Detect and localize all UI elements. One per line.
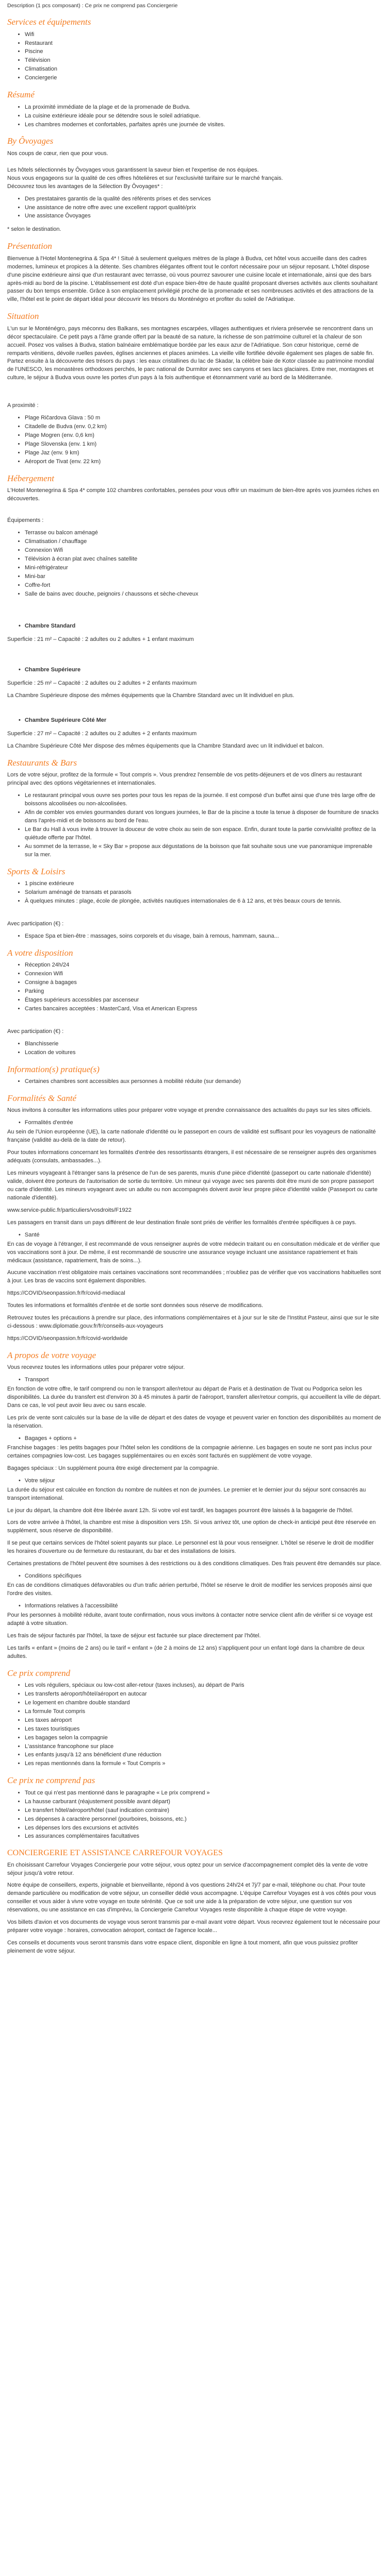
conciergerie-text: Ces conseils et documents vous seront transmis dans votre espace client, disponible en ligne à tout moment, afin que vous puissiez profiter pleinement de votre séjour.	[7, 1940, 358, 1954]
room-specs: Superficie : 21 m² – Capacité : 2 adultes ou 2 adultes + 1 enfant maximum	[7, 636, 194, 642]
list-item: • Plage Ričardova Glava : 50 m	[25, 414, 382, 422]
conciergerie-text: Notre équipe de conseillers, experts, joignable et bienveillante, répond à vos questions 24h/24 et 7j/7 par e-mail, téléphone ou chat. Pour toute demande particulière ou modification de votre séjour, un conseiller dédié vous accompagne. L'équipe Carrefour Voyages est à vos côtés pour vous conseiller et vous aider à vivre votre voyage en toute sérénité. Que ce soit une aide à la préparation de votre séjour, une question sur vos réservations, ou une assistance en cas d'imprévu, la Conciergerie Carrefour Voyages reste disponible à chaque étape de votre voyage.	[7, 1882, 377, 1913]
list-item: • Les transferts aéroport/hôtel/aéroport en autocar	[25, 1690, 382, 1699]
ovoyages-paragraph: Nous vous engageons sur la qualité de ces offres hôtelières et sur l'exclusivité tarifaire sur le marché français.	[7, 175, 283, 181]
list-item: • Réception 24h/24	[25, 961, 382, 970]
ovoyages-paragraph: Découvrez tous les avantages de la Sélection By Ôvoyages* :	[7, 183, 163, 190]
list-item: • Cartes bancaires acceptées : MasterCard, Visa et American Express	[25, 1005, 382, 1013]
sports-subtitle: Avec participation (€) :	[7, 921, 64, 927]
formalites-text: Pour toutes informations concernant les formalités d'entrée des ressortissants étrangers, il est nécessaire de se renseigner auprès des organismes adéquats (consulats, ambassades...).	[7, 1149, 377, 1164]
list-item: • Les taxes touristiques	[25, 1725, 382, 1734]
restaurants-title: Restaurants & Bars	[7, 758, 77, 768]
formalites-text: Aucune vaccination n'est obligatoire mais certaines vaccinations sont recommandées ; n'oubliez pas de vérifier que vos vaccinations habituelles sont à jour. Les bras de vaccins sont également disponibles.	[7, 1269, 381, 1284]
services-title: Services et équipements	[7, 17, 91, 27]
formalites-text: Retrouvez toutes les précautions à prendre sur place, des informations complémentaires et à jour sur le site de l'Institut Pasteur, ainsi que sur le site ci-dessous : www.diplomatie.gouv.fr/fr/conseils-aux-voyageurs	[7, 1315, 379, 1330]
list-item: • Plage Slovenska (env. 1 km)	[25, 440, 382, 449]
propos-text: Le jour du départ, la chambre doit être libérée avant 12h. Si votre vol est tardif, les bagages pourront être laissés à la bagagerie de l'hôtel.	[7, 1507, 353, 1514]
comprend-list	[7, 1682, 382, 1768]
room-specs: Superficie : 25 m² – Capacité : 2 adultes ou 2 adultes + 2 enfants maximum	[7, 680, 197, 687]
formalites-bullet: • Formalités d'entrée	[19, 1119, 382, 1127]
list-item: • Les dépenses à caractère personnel (pourboires, boissons, etc.)	[25, 1816, 382, 1824]
list-item: • Piscine	[25, 48, 382, 56]
list-item: • Les enfants jusqu'à 12 ans bénéficient d'une réduction	[25, 1751, 382, 1759]
comprend-pas-list	[7, 1789, 382, 1841]
propos-text: En fonction de votre offre, le tarif comprend ou non le transport aller/retour au départ de Paris et à destination de Tivat ou Podgorica selon les disponibilités. La durée du transfert est d'environ 30 à 45 minutes à partir de l'aéroport, transfert aller/retour compris, qui accueillent la ville de départ. Dans ce cas, le vol peut avoir lieu avec ou sans escale.	[7, 1386, 381, 1409]
propos-bullet: • Conditions spécifiques	[19, 1572, 382, 1581]
list-item: • Les dépenses lors des excursions et activités	[25, 1824, 382, 1833]
list-item: • À quelques minutes : plage, école de plongée, activités nautiques internationales de 6 à 12 ans, et très beaux cours de tennis.	[25, 897, 382, 906]
propos-text: Les tarifs « enfant » (moins de 2 ans) ou le tarif « enfant » (de 2 à moins de 12 ans) s'appliquent pour un enfant logé dans la chambre de deux adultes.	[7, 1645, 365, 1659]
formalites-link[interactable]: https://COVID/seonpassion.fr/fr/covid-mediacal	[7, 1290, 125, 1297]
info-list	[7, 1078, 382, 1086]
list-item: • Étages supérieurs accessibles par ascenseur	[25, 996, 382, 1005]
propos-text: Il se peut que certains services de l'hôtel soient payants sur place. Le personnel est là pour vous renseigner. L'hôtel se réserve le droit de modifier les horaires d'ouverture ou de fermeture du restaurant, du bar et des installations de loisirs.	[7, 1540, 374, 1555]
list-item: • Coffre-fort	[25, 582, 382, 590]
list-item: • Mini-réfrigérateur	[25, 564, 382, 572]
list-item: • Les vols réguliers, spéciaux ou low-cost aller-retour (taxes incluses), au départ de Paris	[25, 1682, 382, 1690]
sports-title: Sports & Loisirs	[7, 866, 66, 876]
list-item: • Les chambres modernes et confortables, parfaites après une journée de visites.	[25, 121, 382, 129]
list-item: • Wifi	[25, 31, 382, 39]
room-specs: Superficie : 27 m² – Capacité : 2 adultes ou 2 adultes + 2 enfants maximum	[7, 731, 197, 737]
list-item: • Consigne à bagages	[25, 979, 382, 987]
conciergerie-text: Vos billets d'avion et vos documents de voyage vous seront transmis par e-mail avant votre départ. Vous recevrez également tout le nécessaire pour préparer votre voyage : horaires, convocation aéroport, contact de l'agence locale...	[7, 1919, 380, 1934]
ovoyages-subtitle: Nos coups de cœur, rien que pour vous.	[7, 150, 108, 157]
list-item: • Terrasse ou balcon aménagé	[25, 529, 382, 537]
sports-list	[7, 880, 382, 906]
services-list	[7, 31, 382, 83]
disposition-subtitle: Avec participation (€) :	[7, 1028, 64, 1035]
ovoyages-title: By Ôvoyages	[7, 136, 54, 146]
list-item: • Afin de combler vos envies gourmandes durant vos longues journées, le Bar de la piscine a toute la tenue à disposer de fourniture de snacks dans l'après-midi et de boissons au bord de l'eau.	[25, 809, 382, 825]
propos-text: La durée du séjour est calculée en fonction du nombre de nuitées et non de journées. Le premier et le dernier jour du séjour sont consacrés au transport international.	[7, 1486, 366, 1501]
disposition-paid-list	[7, 1040, 382, 1057]
propos-bullet: • Informations relatives à l'accessibilité	[19, 1602, 382, 1611]
list-item: • Connexion Wifi	[25, 547, 382, 555]
info-title: Information(s) pratique(s)	[7, 1064, 100, 1074]
formalites-link[interactable]: www.service-public.fr/particuliers/vosdroits/F1922	[7, 1207, 132, 1213]
list-item: • Solarium aménagé de transats et parasols	[25, 889, 382, 897]
room-description: La Chambre Supérieure dispose des mêmes équipements que la Chambre Standard avec un lit individuel en plus.	[7, 692, 295, 699]
propos-text: Pour les personnes à mobilité réduite, avant toute confirmation, nous vous invitons à contacter notre service client afin de vérifier si ce voyage est adapté à votre situation.	[7, 1612, 373, 1626]
situation-subtitle: A proximité :	[7, 402, 39, 409]
disposition-list	[7, 961, 382, 1013]
intro-text: Description (1 pcs composant) : Ce prix ne comprend pas Conciergerie	[7, 3, 178, 9]
propos-title: A propos de votre voyage	[7, 1350, 96, 1361]
list-item: • Une assistance Ôvoyages	[25, 212, 382, 221]
list-item: • Le transfert hôtel/aéroport/hôtel (sauf indication contraire)	[25, 1807, 382, 1815]
resume-title: Résumé	[7, 90, 35, 100]
propos-text: Les frais de séjour facturés par l'hôtel, la taxe de séjour est facturée sur place directement par l'hôtel.	[7, 1632, 261, 1639]
list-item: • Climatisation	[25, 65, 382, 74]
formalites-link[interactable]: https://COVID/seonpassion.fr/fr/covid-worldwide	[7, 1335, 128, 1342]
presentation-text: Bienvenue à l'Hotel Montenegrina & Spa 4* ! Situé à seulement quelques mètres de la plage à Budva, cet hôtel vous accueille dans des cadres modernes, lumineux et propices à la détente. Ses chambres élégantes offrent tout le confort nécessaire pour un séjour reposant. L'hôtel dispose d'une piscine extérieure ainsi que d'un restaurant avec terrasse, où vous pourrez savourer une cuisine locale et internationale, ainsi que des bars après-midi au bord de la piscine. L'établissement est doté d'un espace bien-être de haute qualité proposant diverses activités aux clients souhaitant passer du bon temps ensemble. Grâce à son emplacement privilégié proche de la promenade et ses nombreuses activités et des attractions de la ville, l'hôtel est le point de départ idéal pour découvrir les trésors du Monténégro et profiter du soleil de l'Adriatique.	[7, 255, 378, 303]
list-item: • L'assistance francophone sur place	[25, 1743, 382, 1751]
propos-text: En cas de conditions climatiques défavorables ou d'un trafic aérien perturbé, l'hôtel se réserve le droit de modifier les services proposés ainsi que l'ordre des visites.	[7, 1582, 372, 1597]
hebergement-list	[7, 529, 382, 599]
sports-paid-list	[7, 933, 382, 941]
conciergerie-title: CONCIERGERIE ET ASSISTANCE CARREFOUR VOYAGES	[7, 1849, 223, 1858]
room-name: • Chambre Supérieure Côté Mer	[19, 717, 382, 725]
hebergement-title: Hébergement	[7, 473, 54, 483]
list-item: • La formule Tout compris	[25, 1708, 382, 1716]
list-item: • Télévision	[25, 57, 382, 65]
list-item: • 1 piscine extérieure	[25, 880, 382, 888]
list-item: • La proximité immédiate de la plage et de la promenade de Budva.	[25, 104, 382, 112]
comprend-title: Ce prix comprend	[7, 1668, 71, 1678]
list-item: • Location de voitures	[25, 1049, 382, 1057]
list-item: • Tout ce qui n'est pas mentionné dans le paragraphe « Le prix comprend »	[25, 1789, 382, 1798]
ovoyages-list	[7, 195, 382, 221]
ovoyages-note: * selon le destination.	[7, 226, 61, 233]
situation-title: Situation	[7, 311, 39, 321]
disposition-title: A votre disposition	[7, 947, 73, 958]
list-item: • Le restaurant principal vous ouvre ses portes pour tous les repas de la journée. Il est composé d'un buffet ainsi que d'une très large offre de boissons alcoolisées ou non-alcoolisées.	[25, 792, 382, 808]
formalites-text: Les passagers en transit dans un pays différent de leur destination finale sont priés de vérifier les formalités d'entrée spécifiques à ce pays.	[7, 1219, 356, 1226]
list-item: • Restaurant	[25, 40, 382, 48]
hebergement-subtitle: Équipements :	[7, 517, 44, 524]
hebergement-text: L'Hotel Montenegrina & Spa 4* compte 102 chambres confortables, pensées pour vous offrir un maximum de bien-être après vos journées riches en découvertes.	[7, 487, 379, 502]
formalites-text: En cas de voyage à l'étranger, il est recommandé de vous renseigner auprès de votre médecin traitant ou en consultation médicale et de vérifier que vos vaccinations sont à jour. De même, il est recommandé de souscrire une assurance voyage incluant une assistance rapatriement et frais médicaux (assistance, rapatriement, frais de soins...).	[7, 1241, 380, 1264]
list-item: • Espace Spa et bien-être : massages, soins corporels et du visage, bain à remous, hammam, sauna...	[25, 933, 382, 941]
presentation-title: Présentation	[7, 241, 52, 251]
situation-list	[7, 414, 382, 466]
list-item: • Les taxes aéroport	[25, 1717, 382, 1725]
restaurants-list	[7, 792, 382, 859]
propos-text: Les prix de vente sont calculés sur la base de la ville de départ et des dates de voyage et peuvent varier en fonction des disponibilités au moment de la réservation.	[7, 1415, 381, 1430]
formalites-title: Formalités & Santé	[7, 1093, 77, 1104]
room-name: • Chambre Supérieure	[19, 666, 382, 674]
propos-text: Vous recevrez toutes les informations utiles pour préparer votre séjour.	[7, 1364, 185, 1371]
formalites-text: Au sein de l'Union européenne (UE), la carte nationale d'identité ou le passeport en cours de validité est suffisant pour les voyageurs de nationalité française (validité au-delà de la date de retour).	[7, 1129, 376, 1144]
propos-text: Lors de votre arrivée à l'hôtel, la chambre est mise à disposition vers 15h. Si vous arrivez tôt, une option de check-in anticipé peut être réservée en supplément, sous réserve de disponibilité.	[7, 1519, 376, 1534]
propos-bullet: • Transport	[19, 1376, 382, 1384]
list-item: • Parking	[25, 988, 382, 996]
list-item: • Des prestataires garantis de la qualité des référents prises et des services	[25, 195, 382, 204]
list-item: • Citadelle de Budva (env. 0,2 km)	[25, 423, 382, 431]
situation-text: L'un sur le Monténégro, pays méconnu des Balkans, ses montagnes escarpées, villages authentiques et riviera préservée se rencontrent dans un décor spectaculaire. Ce petit pays a l'âme grande offert par la beauté de sa nature, la richesse de son patrimoine culturel et la chaleur de son accueil. Posez vos valises à Budva, station balnéaire emblématique bordée par les eaux azur de l'Adriatique. Son cœur historique, cerné de remparts vénitiens, dévoile ruelles pavées, églises anciennes et places animées. La vieille ville fortifiée dévoile également ses plages de sable fin. Partez ensuite à la découverte des trésors du pays : les eaux cristallines du lac de Skadar, la célèbre baie de Kotor classée au patrimoine mondial de l'UNESCO, les monastères orthodoxes perchés, le parc national de Durmitor avec ses canyons et ses lacs glaciaires. Entre mer, montagnes et culture, le séjour à Budva vous ouvre les portes d'un pays à la fois authentique et étonnamment varié au bord de la Méditerranée.	[7, 325, 374, 381]
room-name: • Chambre Standard	[19, 622, 382, 631]
comprend-pas-title: Ce prix ne comprend pas	[7, 1775, 95, 1786]
list-item: • Connexion Wifi	[25, 970, 382, 978]
ovoyages-paragraph: Les hôtels sélectionnés by Ôvoyages vous garantissent la saveur bien et l'expertise de nos équipes.	[7, 166, 259, 173]
list-item: • Au sommet de la terrasse, le « Sky Bar » propose aux dégustations de la boisson que fait souhaite sous une vue panoramique imprenable sur la mer.	[25, 843, 382, 859]
formalites-text: Les mineurs voyageant à l'étranger sans la présence de l'un de ses parents, munis d'une pièce d'identité (passeport ou carte nationale d'identité) valide, doivent être porteurs de l'autorisation de sortie du territoire. Un mineur qui voyage avec ses parents doit être muni de son propre passeport ou carte d'identité. Les mineurs voyageant avec un adulte ou non accompagnés doivent avoir leur propre pièce d'identité valide (Passeport ou carte nationale d'identité).	[7, 1170, 378, 1201]
list-item: • Aéroport de Tivat (env. 22 km)	[25, 458, 382, 466]
room-description: La Chambre Supérieure Côté Mer dispose des mêmes équipements que la Chambre Standard avec un lit individuel et balcon.	[7, 743, 324, 750]
list-item: • Le Bar du Hall à vous invite à trouver la douceur de votre choix au sein de son espace. Enfin, durant toute la partie convivialité profitez de la quiétude offerte par l'hôtel.	[25, 826, 382, 842]
list-item: • Télévision à écran plat avec chaînes satellite	[25, 555, 382, 564]
propos-text: Franchise bagages : les petits bagages pour l'hôtel selon les conditions de la compagnie aérienne. Les bagages en soute ne sont pas inclus pour certaines compagnies low-cost. Les bagages supplémentaires ou en excès sont facturés en supplément de votre voyage.	[7, 1444, 372, 1459]
propos-text: Bagages spéciaux : Un supplément pourra être exigé directement par la compagnie.	[7, 1465, 219, 1471]
list-item: • Salle de bains avec douche, peignoirs / chaussons et sèche-cheveux	[25, 590, 382, 599]
formalites-text: Toutes les informations et formalités d'entrée et de sortie sont données sous réserve de modifications.	[7, 1302, 264, 1309]
list-item: • Une assistance de notre offre avec une excellent rapport qualité/prix	[25, 204, 382, 212]
propos-bullet: • Votre séjour	[19, 1477, 382, 1485]
list-item: • Plage Mogren (env. 0,6 km)	[25, 432, 382, 440]
restaurants-text: Lors de votre séjour, profitez de la formule « Tout compris ». Vous prendrez l'ensemble de vos petits-déjeuners et de vos dîners au restaurant principal avec des options végétariennes et internationales.	[7, 772, 362, 787]
list-item: • Climatisation / chauffage	[25, 538, 382, 546]
list-item: • Mini-bar	[25, 573, 382, 581]
formalites-text: Nous invitons à consulter les informations utiles pour préparer votre voyage et prendre connaissance des actualités du pays sur les sites officiels.	[7, 1107, 372, 1114]
list-item: • Les bagages selon la compagnie	[25, 1734, 382, 1742]
list-item: • La hausse carburant (réajustement possible avant départ)	[25, 1798, 382, 1806]
list-item: • Les repas mentionnés dans la formule « Tout Compris »	[25, 1760, 382, 1768]
list-item: • Les assurances complémentaires facultatives	[25, 1833, 382, 1841]
formalites-bullet: • Santé	[19, 1231, 382, 1240]
list-item: • Conciergerie	[25, 74, 382, 82]
propos-bullet: • Bagages + options +	[19, 1435, 382, 1443]
propos-text: Certaines prestations de l'hôtel peuvent être soumises à des restrictions ou à des conditions climatiques. Des frais peuvent être demandés sur place.	[7, 1561, 382, 1567]
resume-list	[7, 104, 382, 129]
list-item: • Certaines chambres sont accessibles aux personnes à mobilité réduite (sur demande)	[25, 1078, 382, 1086]
list-item: • Plage Jaz (env. 9 km)	[25, 449, 382, 457]
list-item: • La cuisine extérieure idéale pour se détendre sous le soleil adriatique.	[25, 112, 382, 121]
conciergerie-text: En choisissant Carrefour Voyages Conciergerie pour votre séjour, vous optez pour un service d'accompagnement complet dès la vente de votre séjour jusqu'à votre retour.	[7, 1861, 368, 1876]
list-item: • Le logement en chambre double standard	[25, 1699, 382, 1707]
list-item: • Blanchisserie	[25, 1040, 382, 1048]
